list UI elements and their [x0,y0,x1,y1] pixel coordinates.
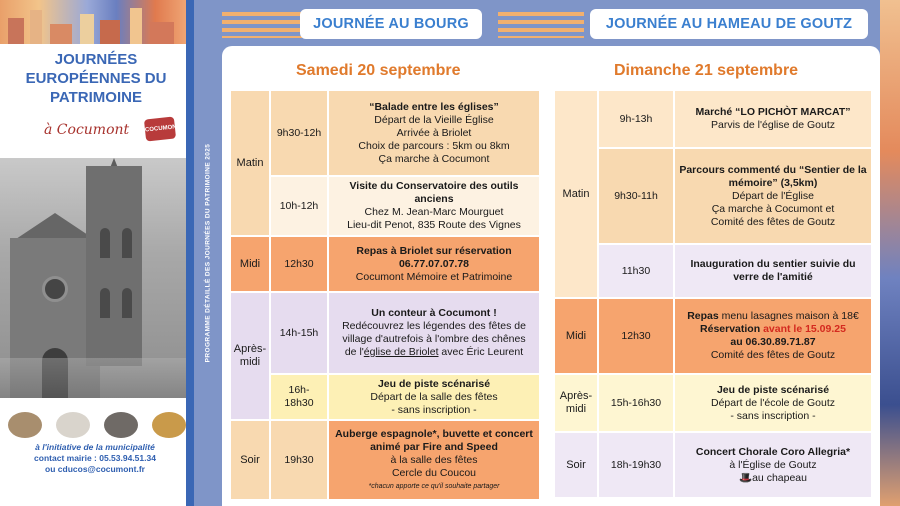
activity-repas-goutz [674,298,872,374]
activity-line: Départ de la Vieille Église [374,113,494,126]
village-illustration [0,0,194,44]
reservation-deadline: avant le 15.09.25 [763,323,846,335]
cocumont-logo: COCUMONT [144,116,176,141]
period-matin: Matin [554,90,598,298]
saturday-schedule [230,90,540,500]
activity-line: Ça marche à Cocumont [378,152,490,165]
time-cell: 18h-19h30 [598,432,674,498]
period-apres-midi: Après-midi [554,374,598,432]
time-cell: 14h-15h [270,292,328,374]
activity-line: Lieu-dit Penot, 835 Route des Vignes [347,219,521,231]
phone-number[interactable]: 06.77.07.07.78 [398,257,470,270]
activity-line: à l'Église de Goutz [729,458,817,471]
activity-jeu-piste [674,374,872,432]
text-fragment: au chapeau [752,471,807,484]
activity-line: village d'autrefois à l'ombre des chênes [342,333,526,345]
activity-title: Marché “LO PICHÒT MARCAT” [695,106,851,118]
time-cell: 19h30 [270,420,328,500]
banner-edge [186,0,194,506]
period-soir: Soir [230,420,270,500]
vertical-program-title: PROGRAMME DÉTAILLÉ DES JOURNÉES DU PATRIMOINE 2025 [204,143,212,363]
activity-parcours [674,148,872,244]
activity-title: Inauguration du sentier suivie du verre de l'amitié [690,258,856,283]
period-matin: Matin [230,90,270,236]
heritage-icons [8,412,186,438]
activity-line: - sans inscription - [730,409,816,422]
activity-line: Cocumont Mémoire et Patrimoine [355,270,513,283]
hat-icon: 🎩 [739,471,753,484]
period-midi: Midi [230,236,270,292]
activity-title: Un conteur à Cocumont ! [371,307,497,319]
activity-line: Départ de l'école de Goutz [711,396,835,409]
time-cell: 12h30 [270,236,328,292]
tools-icon [104,412,138,438]
activity-title: Concert Chorale Coro Allegria* [695,445,851,458]
activity-title: “Balade entre les églises” [369,100,499,113]
period-soir: Soir [554,432,598,498]
time-cell: 10h-12h [270,176,328,236]
contact-email[interactable]: ou cducos@cocumont.fr [45,464,145,474]
saturday-title: Samedi 20 septembre [296,62,461,79]
activity-title: Auberge espagnole*, buvette et concert animé par Fire and Speed [335,427,533,453]
event-title: JOURNÉES EUROPÉENNES DU PATRIMOINE [25,51,167,106]
activity-concert [674,432,872,498]
time-cell: 9h30-12h [270,90,328,176]
book-icon [56,412,90,438]
activity-marche [674,90,872,148]
stone-icon [8,412,42,438]
church-photo [0,158,186,398]
activity-title: Jeu de piste scénarisé [716,383,830,396]
text-fragment: avec Éric Leurent [438,346,524,358]
tab-hameau-goutz[interactable]: JOURNÉE AU HAMEAU DE GOUTZ [590,9,868,39]
chest-icon [152,412,186,438]
left-banner [0,0,194,506]
period-midi: Midi [554,298,598,374]
time-cell: 12h30 [598,298,674,374]
activity-line: Ça marche à Cocumont et [711,202,835,215]
briolet-church-link[interactable]: église de Briolet [363,346,439,358]
text-fragment: de l' [344,346,364,358]
activity-line: Cercle du Coucou [391,466,477,479]
decorative-stripes [498,12,584,38]
activity-title: Repas à Briolet sur réservation [356,244,512,257]
footnote: *chacun apporte ce qu'il souhaite partager [368,482,500,490]
activity-line: Comité des fêtes de Goutz [710,215,836,228]
right-decoration [880,0,900,506]
activity-repas-briolet [328,236,540,292]
menu-text: menu lasagnes maison à 18€ [721,310,859,322]
activity-line: Départ de la salle des fêtes [370,390,498,403]
activity-title: Repas [687,310,719,322]
activity-line: Arrivée à Briolet [396,126,472,139]
reservation-label: Réservation [700,323,761,335]
phone-number[interactable]: au 06.30.89.71.87 [730,336,816,348]
activity-line: - sans inscription - [391,403,477,416]
time-cell: 16h-18h30 [270,374,328,420]
activity-line [345,346,523,359]
activity-line: Choix de parcours : 5km ou 8km [358,139,510,152]
activity-line [739,472,807,485]
activity-line: Parvis de l'église de Goutz [711,119,835,131]
activity-title: Visite du Conservatoire des outils anciens [349,180,519,205]
activity-inauguration [674,244,872,298]
activity-conteur [328,292,540,374]
activity-balade [328,90,540,176]
contact-phone: contact mairie : 05.53.94.51.34 [34,453,156,463]
activity-jeu-piste [328,374,540,420]
activity-line: Chez M. Jean-Marc Mourguet [364,206,504,218]
activity-line: Comité des fêtes de Goutz [710,349,836,361]
decorative-stripes [222,12,302,38]
activity-line: à la salle des fêtes [390,453,478,466]
period-apres-midi: Après-midi [230,292,270,420]
time-cell: 11h30 [598,244,674,298]
activity-title: Parcours commenté du “Sentier de la mémoire” (3,5km) [679,163,867,189]
activity-auberge [328,420,540,500]
activity-title: Jeu de piste scénarisé [377,377,491,390]
time-cell: 9h-13h [598,90,674,148]
sunday-schedule [554,90,872,498]
initiative-text: à l'initiative de la municipalité [35,442,155,452]
contact-info [4,442,186,475]
activity-line: Départ de l'Église [732,189,814,202]
event-location: à Cocumont [44,122,130,138]
tab-bourg[interactable]: JOURNÉE AU BOURG [300,9,482,39]
activity-conservatoire [328,176,540,236]
activity-line: Redécouvrez les légendes des fêtes de [342,320,526,332]
time-cell: 15h-16h30 [598,374,674,432]
time-cell: 9h30-11h [598,148,674,244]
sunday-title: Dimanche 21 septembre [614,62,799,79]
